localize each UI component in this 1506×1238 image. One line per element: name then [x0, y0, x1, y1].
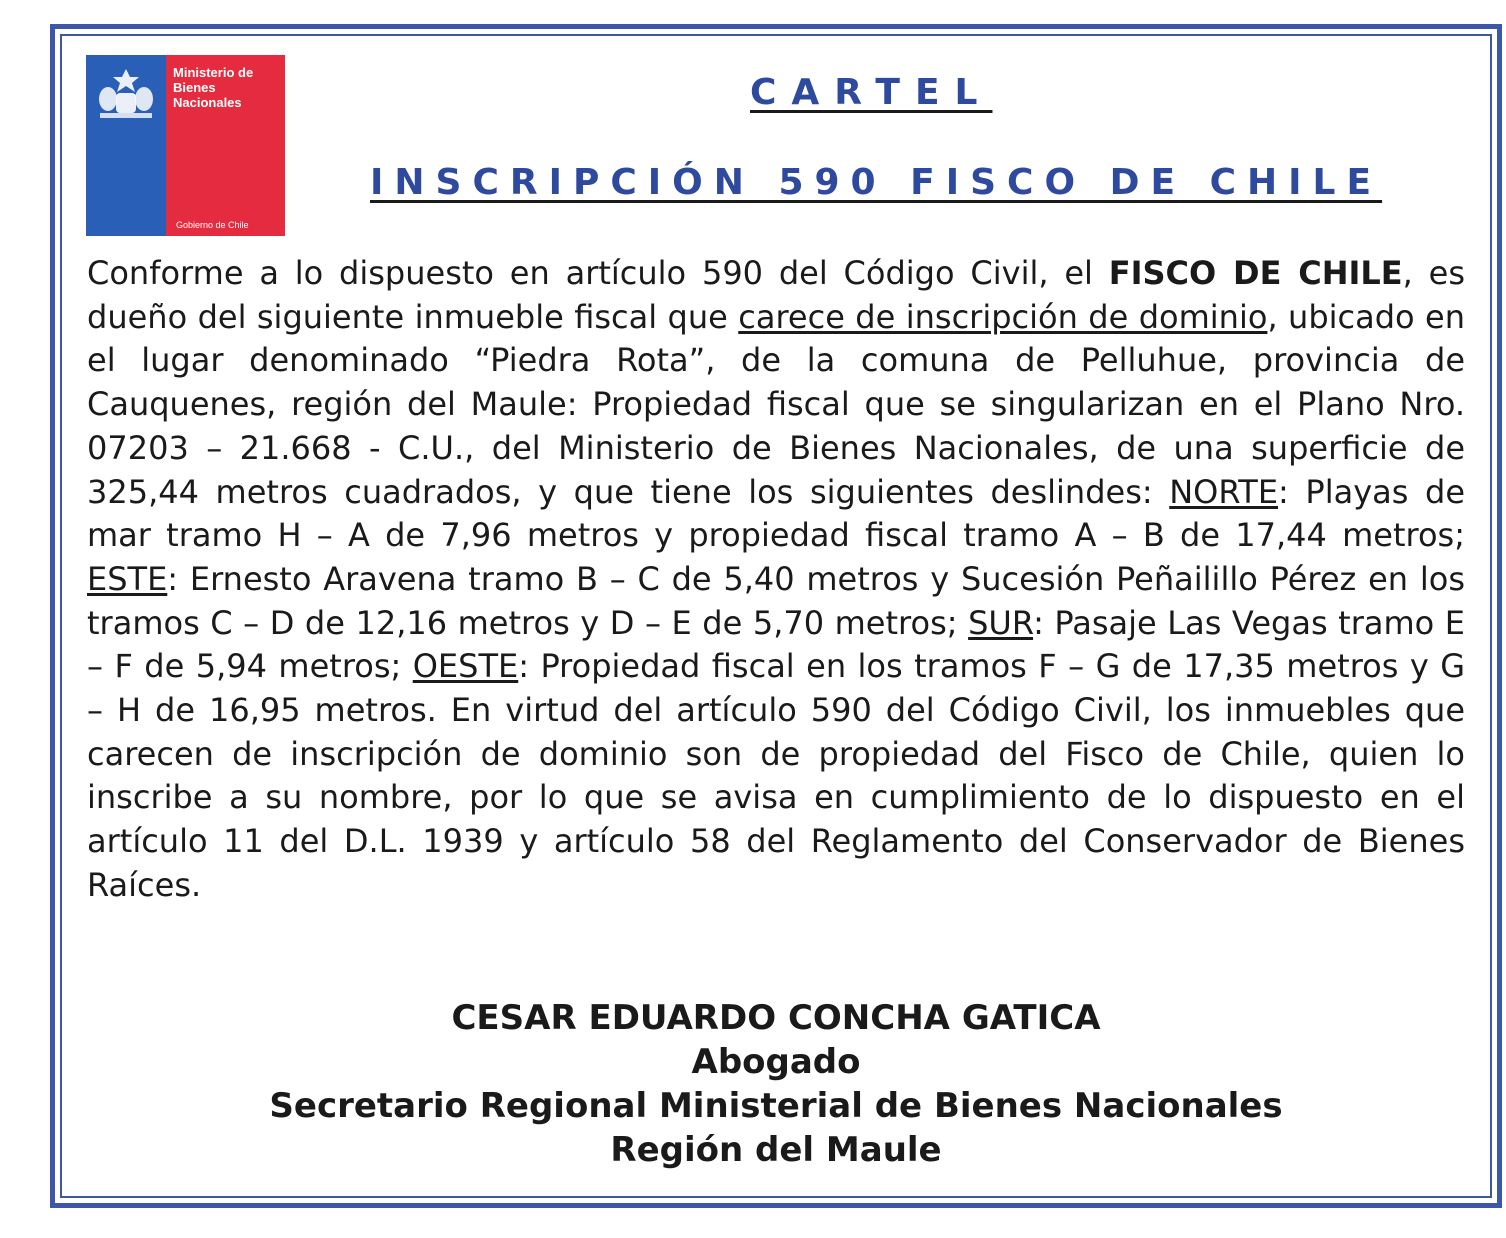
logo-blue-panel	[86, 55, 166, 236]
body-bold-fisco: FISCO DE CHILE	[1108, 254, 1403, 292]
boundary-norte: NORTE	[1169, 472, 1279, 511]
body-text-segment: Conforme a lo dispuesto en artículo 590 del Código Civil, el	[87, 254, 1109, 292]
logo-government-label: Gobierno de Chile	[176, 220, 249, 230]
body-text-segment: , ubicado en el lugar denominado “Piedra Rota”, de la comuna de Pelluhue, provincia de Cauquenes, región del Maule: Propiedad fiscal que se singularizan en el Plano Nro. 07203 – 21.668 - C.U., del Ministerio de Bienes Nacionales, de una superficie de 325,44 metros cuadrados, y que tiene los siguientes deslindes:	[87, 297, 1466, 511]
body-underline-inscripcion: carece de inscripción de dominio	[738, 297, 1268, 336]
ministry-logo	[86, 55, 285, 236]
logo-red-panel	[166, 55, 285, 236]
document-title: CARTEL	[750, 72, 993, 113]
boundary-sur: SUR	[968, 603, 1034, 642]
signature-block	[87, 996, 1465, 1172]
document-subtitle: INSCRIPCIÓN 590 FISCO DE CHILE	[370, 162, 1383, 203]
logo-ministry-name: Ministerio de Bienes Nacionales	[173, 65, 254, 110]
coat-of-arms-icon	[94, 63, 158, 123]
signatory-name: CESAR EDUARDO CONCHA GATICA	[451, 998, 1101, 1038]
boundary-oeste: OESTE	[412, 647, 519, 686]
body-text-segment: : Propiedad fiscal en los tramos F – G de 17,35 metros y G – H de 16,95 metros. En virtud del artículo 590 del Código Civil, los inmuebles que carecen de inscripción de dominio son de propiedad del Fisco de Chile, quien lo inscribe a su nombre, por lo que se avisa en cumplimiento de lo dispuesto en el artículo 11 del D.L. 1939 y artículo 58 del Reglamento del Conservador de Bienes Raíces.	[87, 647, 1465, 904]
body-text-segment: : Playas de mar tramo H – A de 7,96 metros y propiedad fiscal tramo A – B de 17,44 metros;	[87, 472, 1466, 555]
signatory-profession: Abogado	[691, 1042, 861, 1082]
notice-body	[87, 252, 1465, 908]
body-text-segment: : Ernesto Aravena tramo B – C de 5,40 metros y Sucesión Peñailillo Pérez en los tramos C – D de 12,16 metros y D – E de 5,70 metros;	[87, 559, 1465, 642]
boundary-este: ESTE	[87, 559, 168, 598]
body-text-segment: : Pasaje Las Vegas tramo E – F de 5,94 metros;	[87, 603, 1466, 686]
body-text-segment: , es dueño del siguiente inmueble fiscal que	[87, 254, 1466, 336]
signatory-region: Región del Maule	[610, 1130, 942, 1170]
signatory-position: Secretario Regional Ministerial de Bienes Nacionales	[269, 1086, 1283, 1126]
